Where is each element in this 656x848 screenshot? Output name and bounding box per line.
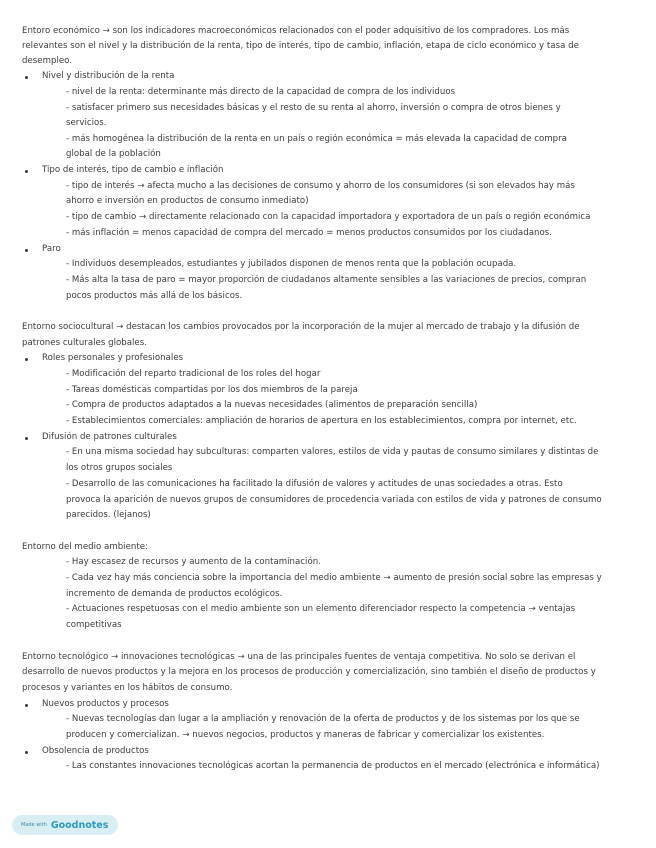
bullet-dot bbox=[25, 358, 28, 361]
made-with-label: Made with bbox=[21, 822, 47, 828]
tecnologico-intro-line-1: Entorno tecnológico → innovaciones tecnológicas → una de las principales fuentes de ventaja competitiva. No solo se derivan el bbox=[22, 652, 576, 662]
roles-line-2: - Tareas domésticas compartidas por los dos miembros de la pareja bbox=[66, 385, 358, 395]
renta-line-1: - nivel de la renta: determinante más directo de la capacidad de compra de los individuos bbox=[66, 87, 456, 97]
paro-line-2: - Más alta la tasa de paro = mayor proporción de ciudadanos altamente sensibles a las variaciones de precios, compran bbox=[66, 275, 587, 285]
bullet-dot bbox=[25, 437, 28, 440]
medioambiente-line-1: - Hay escasez de recursos y aumento de la contaminación. bbox=[66, 557, 321, 567]
renta-line-5: global de la población bbox=[66, 149, 161, 159]
patrones-line-2: los otros grupos sociales bbox=[66, 463, 173, 473]
medioambiente-line-2: - Cada vez hay más conciencia sobre la importancia del medio ambiente → aumento de presión social sobre las empresas y bbox=[66, 573, 602, 583]
bullet-dot bbox=[25, 170, 28, 173]
interes-line-4: - más inflación = menos capacidad de compra del mercado = menos productos consumidos por los ciudadanos. bbox=[66, 228, 552, 238]
paro-line-1: - Individuos desempleados, estudiantes y jubilados disponen de menos renta que la población ocupada. bbox=[66, 259, 517, 269]
interes-line-3: - tipo de cambio → directamente relacionado con la capacidad importadora y exportadora de un país o región económica bbox=[66, 212, 591, 222]
economico-intro-line-2: relevantes son el nivel y la distribución de la renta, tipo de interés, tipo de cambio, inflación, etapa de ciclo económico y tasa de bbox=[22, 41, 579, 51]
medioambiente-line-3: incremento de demanda de productos ecológicos. bbox=[66, 589, 283, 599]
medioambiente-intro: Entorno del medio ambiente: bbox=[22, 542, 148, 552]
nuevos-line-2: producen y comercializan. → nuevos negocios, productos y maneras de fabricar y comercializar los existentes. bbox=[66, 730, 545, 740]
medioambiente-line-4: - Actuaciones respetuosas con el medio ambiente son un elemento diferenciador respecto la competencia → ventajas bbox=[66, 604, 576, 614]
tecnologico-intro-line-3: procesos y variantes en los hábitos de consumo. bbox=[22, 683, 233, 693]
bullet-title-patrones: Difusión de patrones culturales bbox=[42, 432, 177, 442]
economico-intro-line-1: Entoro económico → son los indicadores macroeconómicos relacionados con el poder adquisitivo de los compradores. Los más bbox=[22, 26, 570, 36]
paro-line-3: pocos productos más allá de los básicos. bbox=[66, 291, 243, 301]
sociocultural-intro-line-1: Entorno sociocultural → destacan los cambios provocados por la incorporación de la mujer al mercado de trabajo y la difusión de bbox=[22, 322, 580, 332]
bullet-dot bbox=[25, 751, 28, 754]
patrones-line-5: parecidos. (lejanos) bbox=[66, 510, 151, 520]
bullet-title-nuevos: Nuevos productos y procesos bbox=[42, 699, 169, 709]
roles-line-1: - Modificación del reparto tradicional de los roles del hogar bbox=[66, 369, 321, 379]
interes-line-1: - tipo de interés → afecta mucho a las decisiones de consumo y ahorro de los consumidores (si son elevados hay más bbox=[66, 181, 575, 191]
roles-line-4: - Establecimientos comerciales: ampliación de horarios de apertura en los establecimientos, compra por internet, etc. bbox=[66, 416, 577, 426]
goodnotes-badge bbox=[12, 815, 118, 835]
sociocultural-intro-line-2: patrones culturales globales. bbox=[22, 338, 147, 348]
bullet-title-interes: Tipo de interés, tipo de cambio e inflación bbox=[42, 165, 224, 175]
bullet-title-roles: Roles personales y profesionales bbox=[42, 353, 184, 363]
renta-line-2: - satisfacer primero sus necesidades básicas y el resto de su renta al ahorro, inversión o compra de otros bienes y bbox=[66, 103, 561, 113]
roles-line-3: - Compra de productos adaptados a la nuevas necesidades (alimentos de preparación sencilla) bbox=[66, 400, 478, 410]
bullet-dot bbox=[25, 704, 28, 707]
renta-line-3: servicios. bbox=[66, 118, 107, 128]
patrones-line-4: provoca la aparición de nuevos grupos de consumidores de procedencia variada con estilos de vida y patrones de consumo bbox=[66, 495, 602, 505]
patrones-line-3: - Desarrollo de las comunicaciones ha facilitado la difusión de valores y actitudes de unas sociedades a otras. Esto bbox=[66, 479, 563, 489]
patrones-line-1: - En una misma sociedad hay subculturas: comparten valores, estilos de vida y pautas de consumo similares y distintas de bbox=[66, 447, 599, 457]
goodnotes-logo: Goodnotes bbox=[50, 819, 109, 831]
medioambiente-line-5: competitivas bbox=[66, 620, 122, 630]
bullet-title-obsolencia: Obsolencia de productos bbox=[42, 746, 149, 756]
renta-line-4: - más homogénea la distribución de la renta en un país o región económica = más elevada la capacidad de compra bbox=[66, 134, 567, 144]
interes-line-2: ahorro e inversión en productos de consumo inmediato) bbox=[66, 196, 309, 206]
bullet-dot bbox=[25, 76, 28, 79]
nuevos-line-1: - Nuevas tecnologías dan lugar a la ampliación y renovación de la oferta de productos y de los sistemas por los que se bbox=[66, 714, 580, 724]
bullet-title-paro: Paro bbox=[42, 244, 61, 254]
tecnologico-intro-line-2: desarrollo de nuevos productos y la mejora en los procesos de producción y comercialización, sino también el diseño de productos y bbox=[22, 667, 596, 677]
bullet-dot bbox=[25, 249, 28, 252]
economico-intro-line-3: desempleo. bbox=[22, 56, 73, 66]
obsolencia-line-1: - Las constantes innovaciones tecnológicas acortan la permanencia de productos en el mercado (electrónica e informática) bbox=[66, 761, 600, 771]
bullet-title-renta: Nivel y distribución de la renta bbox=[42, 71, 175, 81]
